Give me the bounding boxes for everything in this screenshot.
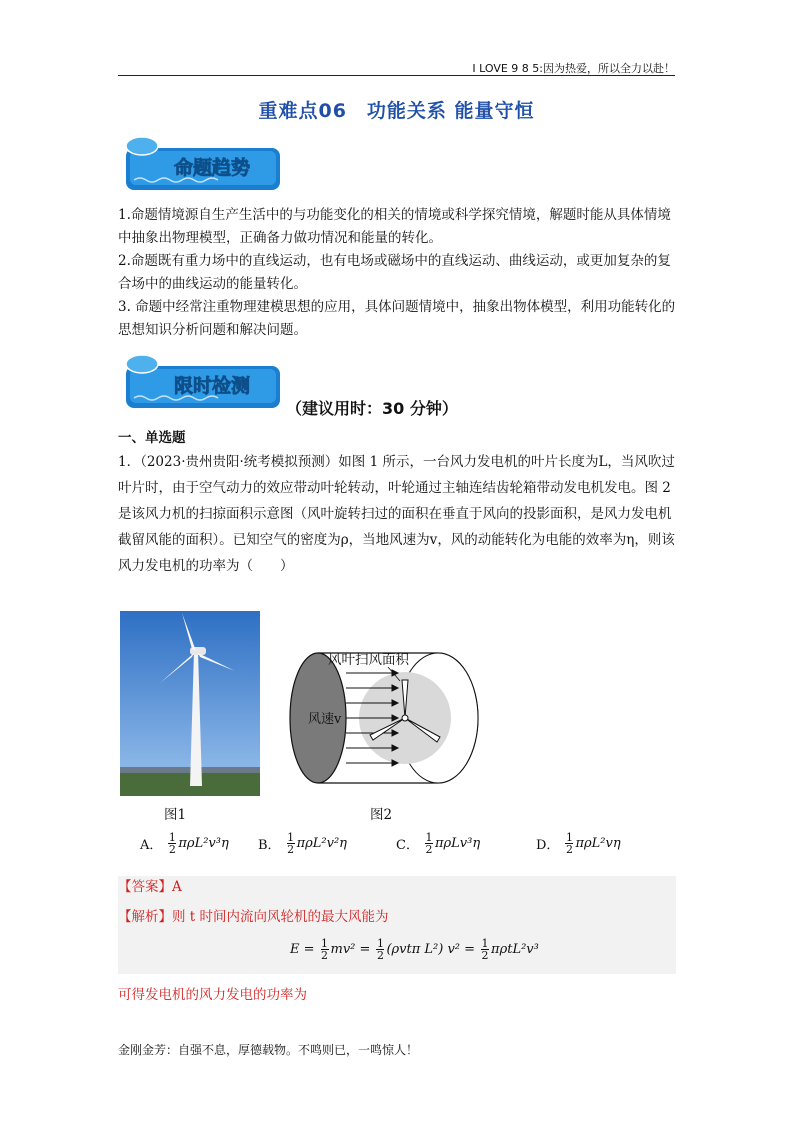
- wind-speed-label: 风速v: [308, 712, 342, 727]
- test-banner-label: 限时检测: [173, 375, 251, 397]
- header-rule: [118, 75, 675, 76]
- option-a[interactable]: A． $\frac{1}{2}$ πρL²v³η: [140, 831, 229, 856]
- trend-banner: [120, 132, 282, 192]
- trend-item-2: 2.命题既有重力场中的直线运动，也有电场或磁场中的直线运动、曲线运动，或更加复杂的复合场中的曲线运动的能量转化。: [118, 253, 671, 292]
- document-title: 重难点06 功能关系 能量守恒: [258, 100, 535, 122]
- swept-area-label: 风叶扫风面积: [328, 652, 409, 668]
- question-text: 1．（2023·贵州贵阳·统考模拟预测）如图 1 所示，一台风力发电机的叶片长度为L，当风吹过叶片时，由于空气动力的效应带动叶轮转动，叶轮通过主轴连结齿轮箱带动发电机发电。图 2 是该风力机的扫掠面积示意图（风叶旋转扫过的面积在垂直于风向的投影面积，是风力发电机截留风能的面积）。已知空气的密度为ρ，当地风速为v，风的动能转化为电能的效率为η，则该风力发电机的功率为（ ）: [118, 454, 675, 574]
- option-c[interactable]: C． $\frac{1}{2}$ πρLv³η: [396, 831, 481, 856]
- analysis-continuation: 可得发电机的风力发电的功率为: [118, 987, 307, 1003]
- section-heading: 一、单选题: [118, 430, 186, 446]
- footer-motto: 金刚金芳：自强不息，厚德载物。不鸣则已，一鸣惊人！: [118, 1043, 419, 1057]
- figure-2-caption: 图2: [370, 807, 393, 823]
- energy-equation: E = $\frac{1}{2}$ mv² = $\frac{1}{2}$ (ρvtπ L²) v² = $\frac{1}{2}$ πρtL²v³: [290, 937, 539, 962]
- trend-item-3: 3. 命题中经常注重物理建模思想的应用，具体问题情境中，抽象出物体模型，利用功能转化的思想知识分析问题和解决问题。: [118, 299, 676, 338]
- suggested-duration: （建议用时：30 分钟）: [286, 399, 458, 418]
- trend-item-1: 1.命题情境源自生产生活中的与功能变化的相关的情境或科学探究情境，解题时能从具体情境中抽象出物理模型，正确备力做功情况和能量的转化。: [118, 207, 671, 246]
- figure-1-caption: 图1: [164, 807, 187, 823]
- header-slogan: I LOVE 9 8 5:因为热爱，所以全力以赴！: [472, 62, 675, 75]
- wind-turbine-photo: [120, 611, 260, 796]
- test-banner: [120, 350, 282, 410]
- analysis-line: 【解析】则 t 时间内流向风轮机的最大风能为: [118, 909, 389, 925]
- answer-line: 【答案】A: [118, 879, 182, 895]
- option-b[interactable]: B． $\frac{1}{2}$ πρL²v²η: [258, 831, 347, 856]
- trend-banner-label: 命题趋势: [173, 157, 251, 179]
- option-d[interactable]: D． $\frac{1}{2}$ πρL²vη: [536, 831, 621, 856]
